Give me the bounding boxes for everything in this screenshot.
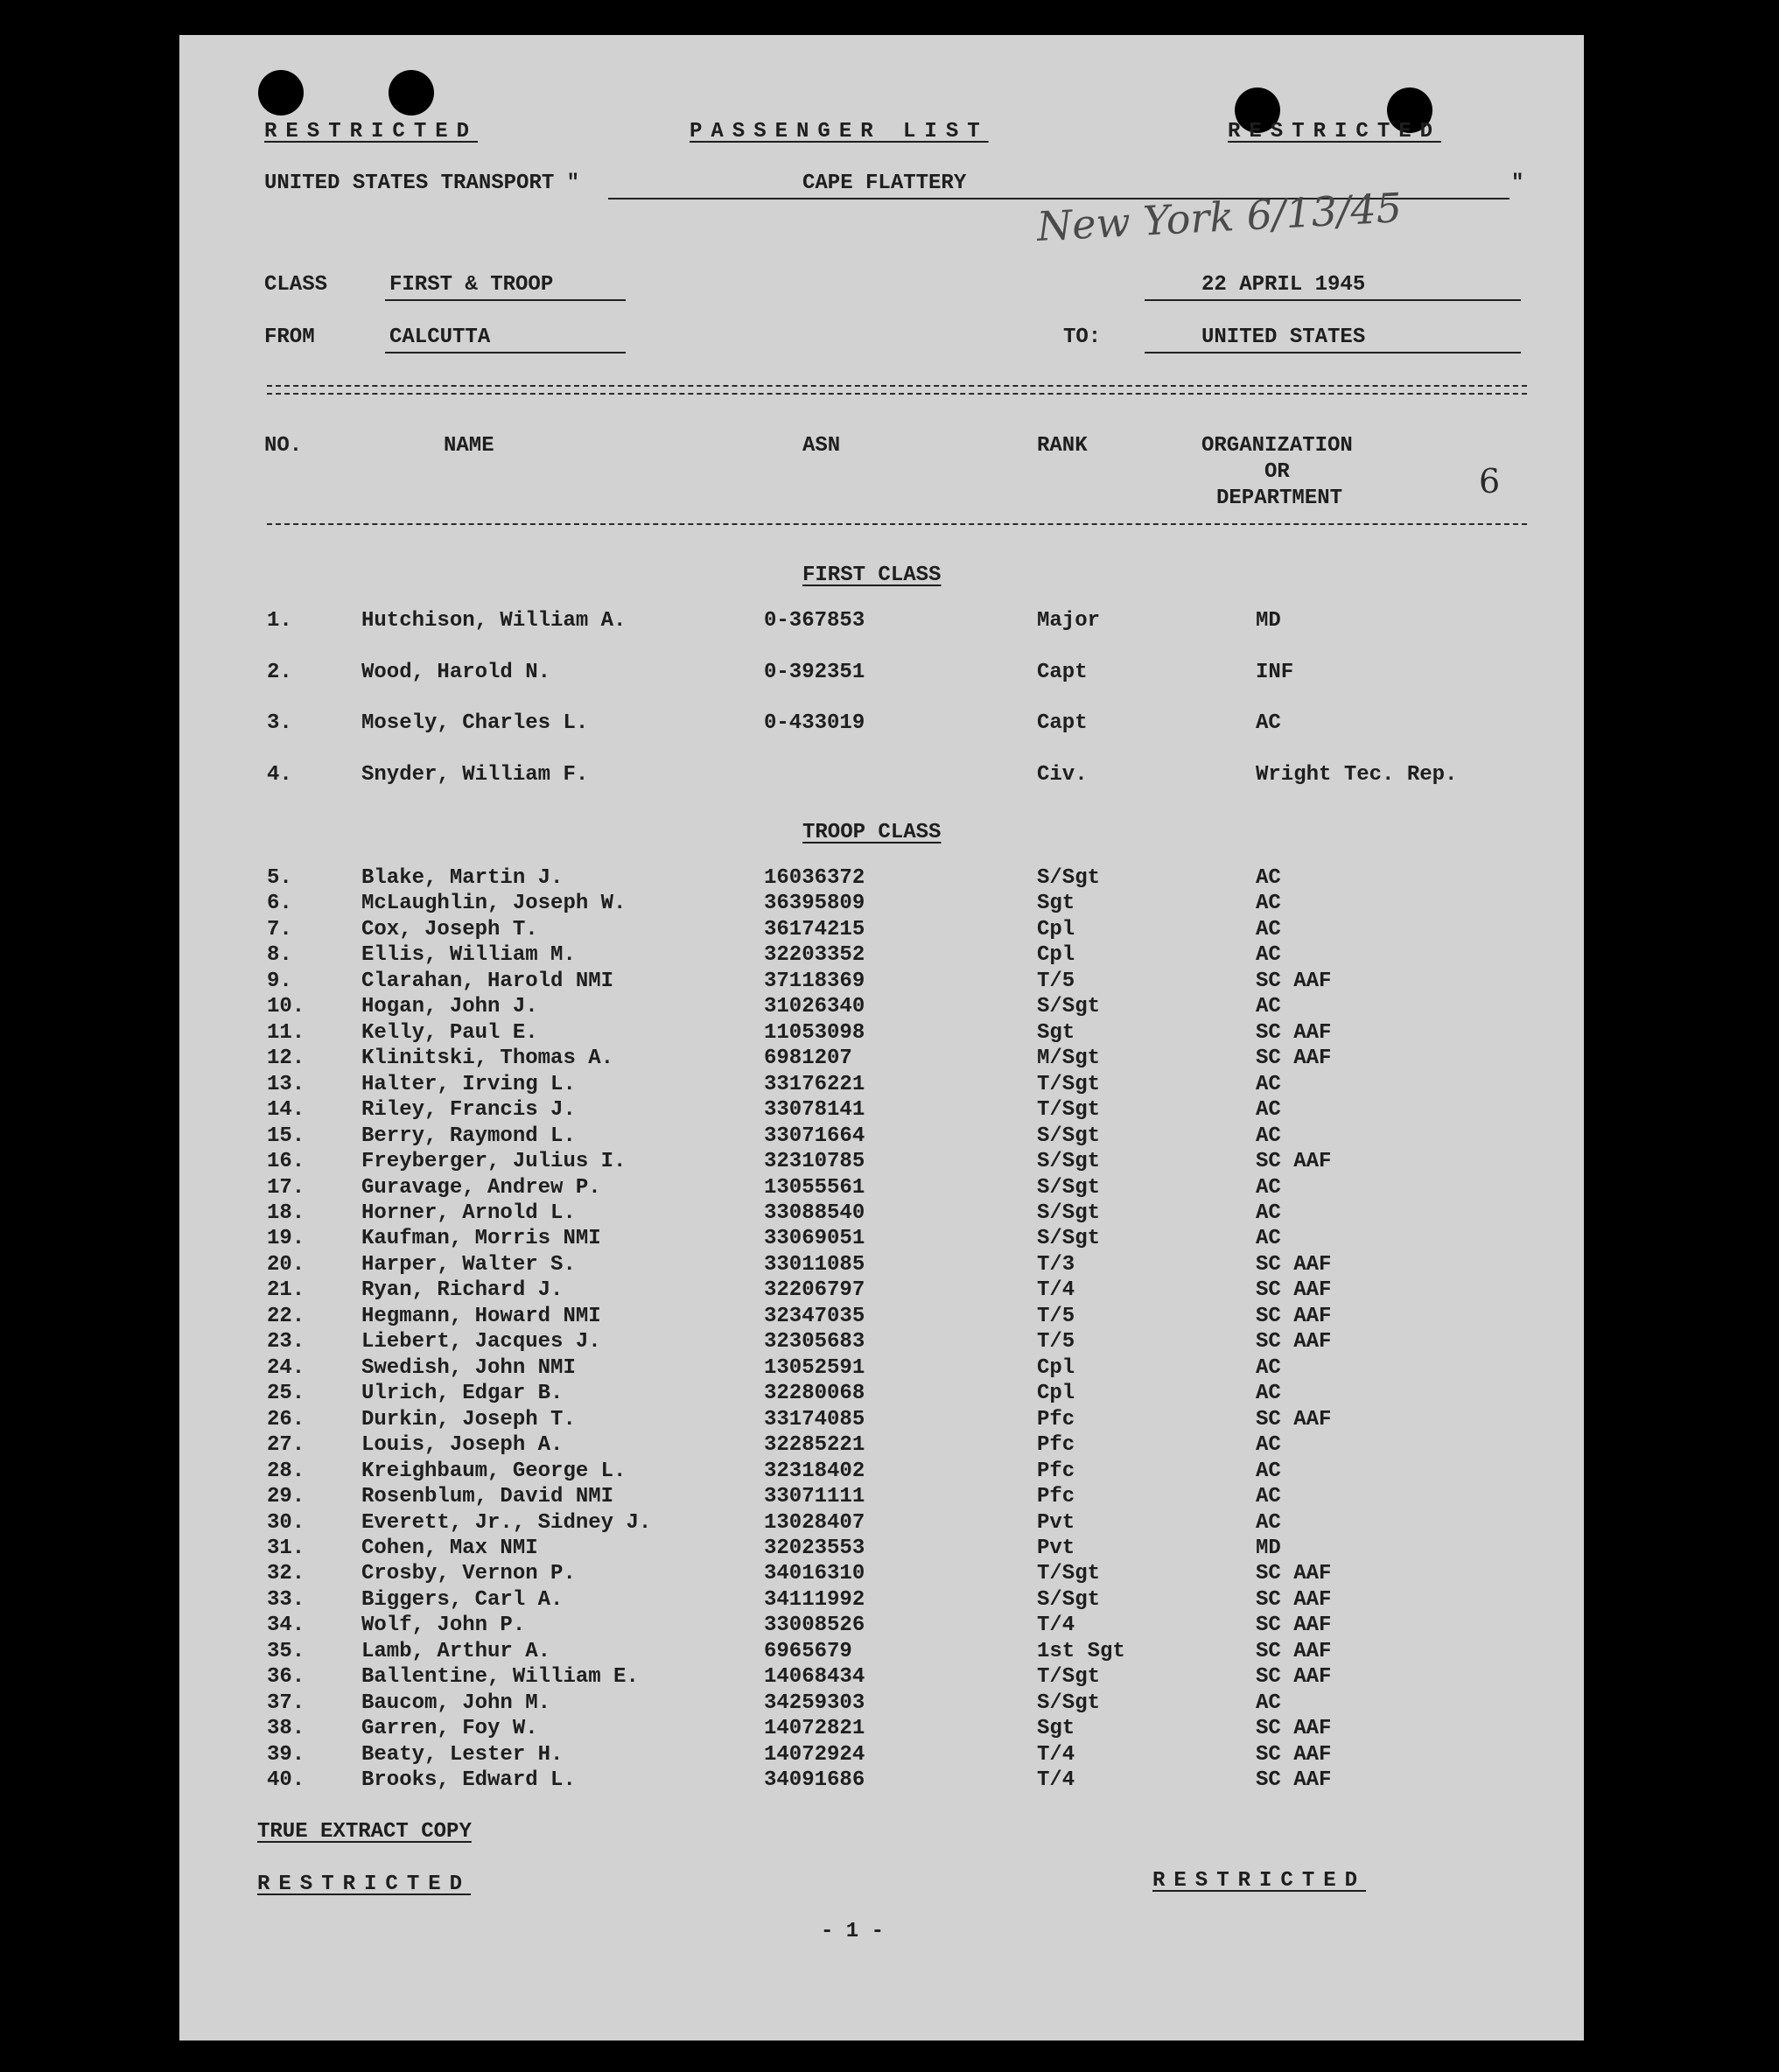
to-label: TO:	[1063, 326, 1102, 349]
from-value-rule	[385, 352, 626, 354]
rank: Civ.	[1037, 762, 1088, 787]
dashed-separator	[267, 523, 1527, 525]
rank: S/Sgt	[1037, 995, 1101, 1019]
serial-number: 33174085	[764, 1407, 865, 1432]
row-number: 2.	[267, 660, 292, 684]
row-number: 18.	[267, 1200, 305, 1225]
row-number: 7.	[267, 917, 292, 942]
serial-number: 34111992	[764, 1587, 865, 1612]
rank: Pvt	[1037, 1510, 1075, 1535]
serial-number: 14068434	[764, 1665, 865, 1690]
table-row	[179, 1227, 1584, 1251]
serial-number: 14072924	[764, 1742, 865, 1767]
rank: T/4	[1037, 1278, 1075, 1303]
row-number: 34.	[267, 1614, 305, 1638]
from-label: FROM	[264, 326, 315, 349]
organization: AC	[1256, 1072, 1281, 1096]
row-number: 37.	[267, 1690, 305, 1715]
column-header-or: OR	[1264, 460, 1290, 484]
passenger-name: Horner, Arnold L.	[361, 1200, 576, 1225]
serial-number: 13052591	[764, 1355, 865, 1380]
row-number: 9.	[267, 969, 292, 993]
column-header-name: NAME	[444, 434, 494, 458]
rank: Cpl	[1037, 1382, 1075, 1406]
organization: SC AAF	[1256, 1768, 1332, 1793]
organization: SC AAF	[1256, 1742, 1332, 1767]
document-title: PASSENGER LIST	[690, 120, 989, 144]
organization: AC	[1256, 1433, 1281, 1458]
passenger-name: Hutchison, William A.	[361, 609, 627, 633]
rank: T/4	[1037, 1768, 1075, 1793]
table-row	[179, 1536, 1584, 1561]
serial-number: 0-367853	[764, 609, 865, 633]
rank: T/5	[1037, 969, 1075, 993]
table-row	[179, 943, 1584, 968]
rank: Pfc	[1037, 1407, 1075, 1432]
row-number: 33.	[267, 1587, 305, 1612]
organization: AC	[1256, 711, 1281, 735]
passenger-name: Blake, Martin J.	[361, 866, 564, 890]
rank: M/Sgt	[1037, 1046, 1101, 1071]
rank: Pfc	[1037, 1433, 1075, 1458]
organization: SC AAF	[1256, 1717, 1332, 1741]
row-number: 27.	[267, 1433, 305, 1458]
table-row	[179, 661, 1584, 685]
rank: S/Sgt	[1037, 1150, 1101, 1174]
row-number: 6.	[267, 892, 292, 916]
row-number: 4.	[267, 762, 292, 787]
serial-number: 6965679	[764, 1639, 852, 1663]
rank: Capt	[1037, 660, 1088, 684]
serial-number: 33011085	[764, 1252, 865, 1277]
organization: SC AAF	[1256, 1639, 1332, 1663]
organization: SC AAF	[1256, 1046, 1332, 1071]
serial-number: 32310785	[764, 1150, 865, 1174]
organization: SC AAF	[1256, 1330, 1332, 1354]
rank: S/Sgt	[1037, 866, 1101, 890]
row-number: 22.	[267, 1304, 305, 1328]
passenger-name: Liebert, Jacques J.	[361, 1330, 601, 1354]
organization: INF	[1256, 660, 1294, 684]
organization: AC	[1256, 892, 1281, 916]
row-number: 26.	[267, 1407, 305, 1432]
table-row	[179, 1305, 1584, 1329]
passenger-name: Riley, Francis J.	[361, 1098, 576, 1123]
handwritten-arrival-note: New York 6/13/45	[1035, 184, 1404, 250]
serial-number: 36174215	[764, 917, 865, 942]
table-row	[179, 1743, 1584, 1768]
serial-number: 31026340	[764, 995, 865, 1019]
organization: MD	[1256, 609, 1281, 633]
organization: AC	[1256, 995, 1281, 1019]
table-row	[179, 1614, 1584, 1638]
table-row	[179, 1201, 1584, 1226]
organization: SC AAF	[1256, 969, 1332, 993]
organization: SC AAF	[1256, 1278, 1332, 1303]
passenger-name: Lamb, Arthur A.	[361, 1639, 551, 1663]
table-row	[179, 1562, 1584, 1586]
table-row	[179, 1382, 1584, 1406]
organization: SC AAF	[1256, 1304, 1332, 1328]
row-number: 17.	[267, 1175, 305, 1200]
table-row	[179, 1665, 1584, 1690]
row-number: 31.	[267, 1536, 305, 1560]
serial-number: 33008526	[764, 1614, 865, 1638]
class-value-rule	[385, 299, 626, 301]
restricted-marking-bottom-right: RESTRICTED	[1152, 1869, 1367, 1893]
table-row	[179, 1433, 1584, 1458]
row-number: 1.	[267, 609, 292, 633]
serial-number: 32203352	[764, 943, 865, 968]
table-row	[179, 1460, 1584, 1484]
rank: T/3	[1037, 1252, 1075, 1277]
organization: SC AAF	[1256, 1020, 1332, 1045]
rank: Pfc	[1037, 1459, 1075, 1483]
passenger-name: Swedish, John NMI	[361, 1355, 576, 1380]
passenger-name: Brooks, Edward L.	[361, 1768, 576, 1793]
row-number: 15.	[267, 1124, 305, 1148]
table-row	[179, 1768, 1584, 1793]
rank: T/Sgt	[1037, 1072, 1101, 1096]
organization: AC	[1256, 1485, 1281, 1509]
table-row	[179, 1124, 1584, 1149]
row-number: 14.	[267, 1098, 305, 1123]
rank: T/Sgt	[1037, 1098, 1101, 1123]
punch-hole	[258, 70, 304, 116]
passenger-name: Hogan, John J.	[361, 995, 538, 1019]
rank: S/Sgt	[1037, 1227, 1101, 1251]
punch-hole	[389, 70, 434, 116]
row-number: 3.	[267, 711, 292, 735]
rank: Cpl	[1037, 917, 1075, 942]
passenger-name: Halter, Irving L.	[361, 1072, 576, 1096]
table-row	[179, 1511, 1584, 1536]
passenger-name: Wood, Harold N.	[361, 660, 551, 684]
serial-number: 0-392351	[764, 660, 865, 684]
row-number: 39.	[267, 1742, 305, 1767]
rank: Sgt	[1037, 1020, 1075, 1045]
serial-number: 6981207	[764, 1046, 852, 1071]
row-number: 24.	[267, 1355, 305, 1380]
serial-number: 32347035	[764, 1304, 865, 1328]
rank: S/Sgt	[1037, 1690, 1101, 1715]
row-number: 36.	[267, 1665, 305, 1690]
serial-number: 13055561	[764, 1175, 865, 1200]
table-row	[179, 711, 1584, 736]
organization: SC AAF	[1256, 1407, 1332, 1432]
organization: AC	[1256, 1200, 1281, 1225]
row-number: 40.	[267, 1768, 305, 1793]
row-number: 20.	[267, 1252, 305, 1277]
row-number: 13.	[267, 1072, 305, 1096]
to-value-rule	[1145, 352, 1521, 354]
table-row	[179, 970, 1584, 994]
page-number: - 1 -	[821, 1920, 885, 1943]
passenger-name: McLaughlin, Joseph W.	[361, 892, 627, 916]
organization: AC	[1256, 1355, 1281, 1380]
table-row	[179, 1046, 1584, 1071]
table-row	[179, 866, 1584, 891]
row-number: 10.	[267, 995, 305, 1019]
row-number: 16.	[267, 1150, 305, 1174]
passenger-name: Durkin, Joseph T.	[361, 1407, 576, 1432]
row-number: 23.	[267, 1330, 305, 1354]
table-row	[179, 1408, 1584, 1432]
passenger-name: Garren, Foy W.	[361, 1717, 538, 1741]
organization: AC	[1256, 1098, 1281, 1123]
list-date: 22 APRIL 1945	[1201, 273, 1366, 297]
column-header-rank: RANK	[1037, 434, 1088, 458]
row-number: 32.	[267, 1562, 305, 1586]
organization: AC	[1256, 866, 1281, 890]
row-number: 25.	[267, 1382, 305, 1406]
organization: SC AAF	[1256, 1587, 1332, 1612]
serial-number: 34016310	[764, 1562, 865, 1586]
rank: Cpl	[1037, 943, 1075, 968]
row-number: 38.	[267, 1717, 305, 1741]
row-number: 19.	[267, 1227, 305, 1251]
table-row	[179, 1691, 1584, 1716]
rank: Major	[1037, 609, 1101, 633]
serial-number: 33176221	[764, 1072, 865, 1096]
row-number: 12.	[267, 1046, 305, 1071]
column-header-no: NO.	[264, 434, 303, 458]
passenger-name: Ballentine, William E.	[361, 1665, 639, 1690]
serial-number: 33088540	[764, 1200, 865, 1225]
row-number: 29.	[267, 1485, 305, 1509]
passenger-name: Ellis, William M.	[361, 943, 576, 968]
table-row	[179, 763, 1584, 788]
table-row	[179, 995, 1584, 1019]
rank: S/Sgt	[1037, 1175, 1101, 1200]
date-rule	[1145, 299, 1521, 301]
row-number: 21.	[267, 1278, 305, 1303]
passenger-name: Biggers, Carl A.	[361, 1587, 564, 1612]
serial-number: 13028407	[764, 1510, 865, 1535]
serial-number: 36395809	[764, 892, 865, 916]
passenger-name: Freyberger, Julius I.	[361, 1150, 627, 1174]
passenger-name: Ulrich, Edgar B.	[361, 1382, 564, 1406]
passenger-name: Crosby, Vernon P.	[361, 1562, 576, 1586]
serial-number: 34091686	[764, 1768, 865, 1793]
serial-number: 33078141	[764, 1098, 865, 1123]
passenger-name: Snyder, William F.	[361, 762, 589, 787]
passenger-name: Kelly, Paul E.	[361, 1020, 538, 1045]
organization: AC	[1256, 1459, 1281, 1483]
rank: T/5	[1037, 1330, 1075, 1354]
from-value: CALCUTTA	[389, 326, 491, 349]
passenger-name: Berry, Raymond L.	[361, 1124, 576, 1148]
row-number: 30.	[267, 1510, 305, 1535]
rank: S/Sgt	[1037, 1587, 1101, 1612]
rank: T/4	[1037, 1742, 1075, 1767]
table-row	[179, 1253, 1584, 1278]
table-row	[179, 1356, 1584, 1381]
passenger-name: Mosely, Charles L.	[361, 711, 589, 735]
passenger-name: Everett, Jr., Sidney J.	[361, 1510, 652, 1535]
column-header-asn: ASN	[802, 434, 841, 458]
restricted-marking-top-left: RESTRICTED	[264, 120, 479, 144]
table-row	[179, 892, 1584, 916]
rank: T/Sgt	[1037, 1665, 1101, 1690]
rank: Sgt	[1037, 892, 1075, 916]
serial-number: 32305683	[764, 1330, 865, 1354]
ship-name: CAPE FLATTERY	[802, 172, 967, 195]
table-row	[179, 609, 1584, 634]
passenger-name: Baucom, John M.	[361, 1690, 551, 1715]
rank: T/Sgt	[1037, 1562, 1101, 1586]
rank: Cpl	[1037, 1355, 1075, 1380]
serial-number: 14072821	[764, 1717, 865, 1741]
row-number: 5.	[267, 866, 292, 890]
rank: T/4	[1037, 1614, 1075, 1638]
organization: SC AAF	[1256, 1614, 1332, 1638]
organization: AC	[1256, 1510, 1281, 1535]
rank: 1st Sgt	[1037, 1639, 1125, 1663]
organization: SC AAF	[1256, 1150, 1332, 1174]
transport-label: UNITED STATES TRANSPORT "	[264, 172, 580, 195]
passenger-name: Rosenblum, David NMI	[361, 1485, 614, 1509]
troop-class-heading: TROOP CLASS	[802, 821, 942, 844]
passenger-name: Cox, Joseph T.	[361, 917, 538, 942]
organization: AC	[1256, 1227, 1281, 1251]
passenger-name: Wolf, John P.	[361, 1614, 526, 1638]
table-row	[179, 918, 1584, 942]
serial-number: 33071664	[764, 1124, 865, 1148]
passenger-name: Guravage, Andrew P.	[361, 1175, 601, 1200]
table-row	[179, 1330, 1584, 1354]
organization: AC	[1256, 1175, 1281, 1200]
table-row	[179, 1073, 1584, 1097]
handwritten-page-mark: 6	[1479, 462, 1501, 500]
column-header-organization: ORGANIZATION	[1201, 434, 1353, 458]
passenger-name: Kreighbaum, George L.	[361, 1459, 627, 1483]
organization: MD	[1256, 1536, 1281, 1560]
table-row	[179, 1098, 1584, 1123]
organization: SC AAF	[1256, 1665, 1332, 1690]
serial-number: 33071111	[764, 1485, 865, 1509]
organization: AC	[1256, 943, 1281, 968]
class-value: FIRST & TROOP	[389, 273, 554, 297]
organization: SC AAF	[1256, 1562, 1332, 1586]
restricted-marking-top-right: RESTRICTED	[1228, 120, 1442, 144]
passenger-name: Louis, Joseph A.	[361, 1433, 564, 1458]
organization: AC	[1256, 917, 1281, 942]
double-dashed-separator	[267, 385, 1527, 395]
passenger-name: Clarahan, Harold NMI	[361, 969, 614, 993]
table-row	[179, 1278, 1584, 1303]
closing-quote: "	[1511, 172, 1524, 195]
table-row	[179, 1588, 1584, 1613]
rank: S/Sgt	[1037, 1124, 1101, 1148]
organization: AC	[1256, 1124, 1281, 1148]
passenger-name: Hegmann, Howard NMI	[361, 1304, 601, 1328]
passenger-name: Cohen, Max NMI	[361, 1536, 538, 1560]
serial-number: 32285221	[764, 1433, 865, 1458]
organization: Wright Tec. Rep.	[1256, 762, 1458, 787]
table-row	[179, 1717, 1584, 1741]
row-number: 11.	[267, 1020, 305, 1045]
table-row	[179, 1150, 1584, 1174]
first-class-heading: FIRST CLASS	[802, 564, 942, 587]
serial-number: 11053098	[764, 1020, 865, 1045]
organization: AC	[1256, 1690, 1281, 1715]
rank: Pvt	[1037, 1536, 1075, 1560]
to-value: UNITED STATES	[1201, 326, 1366, 349]
column-header-department: DEPARTMENT	[1216, 486, 1343, 510]
serial-number: 32023553	[764, 1536, 865, 1560]
table-row	[179, 1021, 1584, 1046]
rank: T/5	[1037, 1304, 1075, 1328]
row-number: 8.	[267, 943, 292, 968]
serial-number: 16036372	[764, 866, 865, 890]
serial-number: 34259303	[764, 1690, 865, 1715]
serial-number: 0-433019	[764, 711, 865, 735]
passenger-name: Beaty, Lester H.	[361, 1742, 564, 1767]
rank: Pfc	[1037, 1485, 1075, 1509]
passenger-name: Ryan, Richard J.	[361, 1278, 564, 1303]
serial-number: 33069051	[764, 1227, 865, 1251]
class-label: CLASS	[264, 273, 328, 297]
row-number: 35.	[267, 1639, 305, 1663]
passenger-list-page	[179, 35, 1584, 2040]
rank: S/Sgt	[1037, 1200, 1101, 1225]
row-number: 28.	[267, 1459, 305, 1483]
passenger-name: Klinitski, Thomas A.	[361, 1046, 614, 1071]
restricted-marking-bottom-left: RESTRICTED	[257, 1872, 472, 1896]
passenger-name: Harper, Walter S.	[361, 1252, 576, 1277]
passenger-name: Kaufman, Morris NMI	[361, 1227, 601, 1251]
rank: Sgt	[1037, 1717, 1075, 1741]
serial-number: 32280068	[764, 1382, 865, 1406]
serial-number: 32318402	[764, 1459, 865, 1483]
table-row	[179, 1176, 1584, 1200]
organization: AC	[1256, 1382, 1281, 1406]
true-extract-copy: TRUE EXTRACT COPY	[257, 1820, 472, 1844]
serial-number: 32206797	[764, 1278, 865, 1303]
table-row	[179, 1640, 1584, 1664]
rank: Capt	[1037, 711, 1088, 735]
serial-number: 37118369	[764, 969, 865, 993]
organization: SC AAF	[1256, 1252, 1332, 1277]
table-row	[179, 1485, 1584, 1509]
